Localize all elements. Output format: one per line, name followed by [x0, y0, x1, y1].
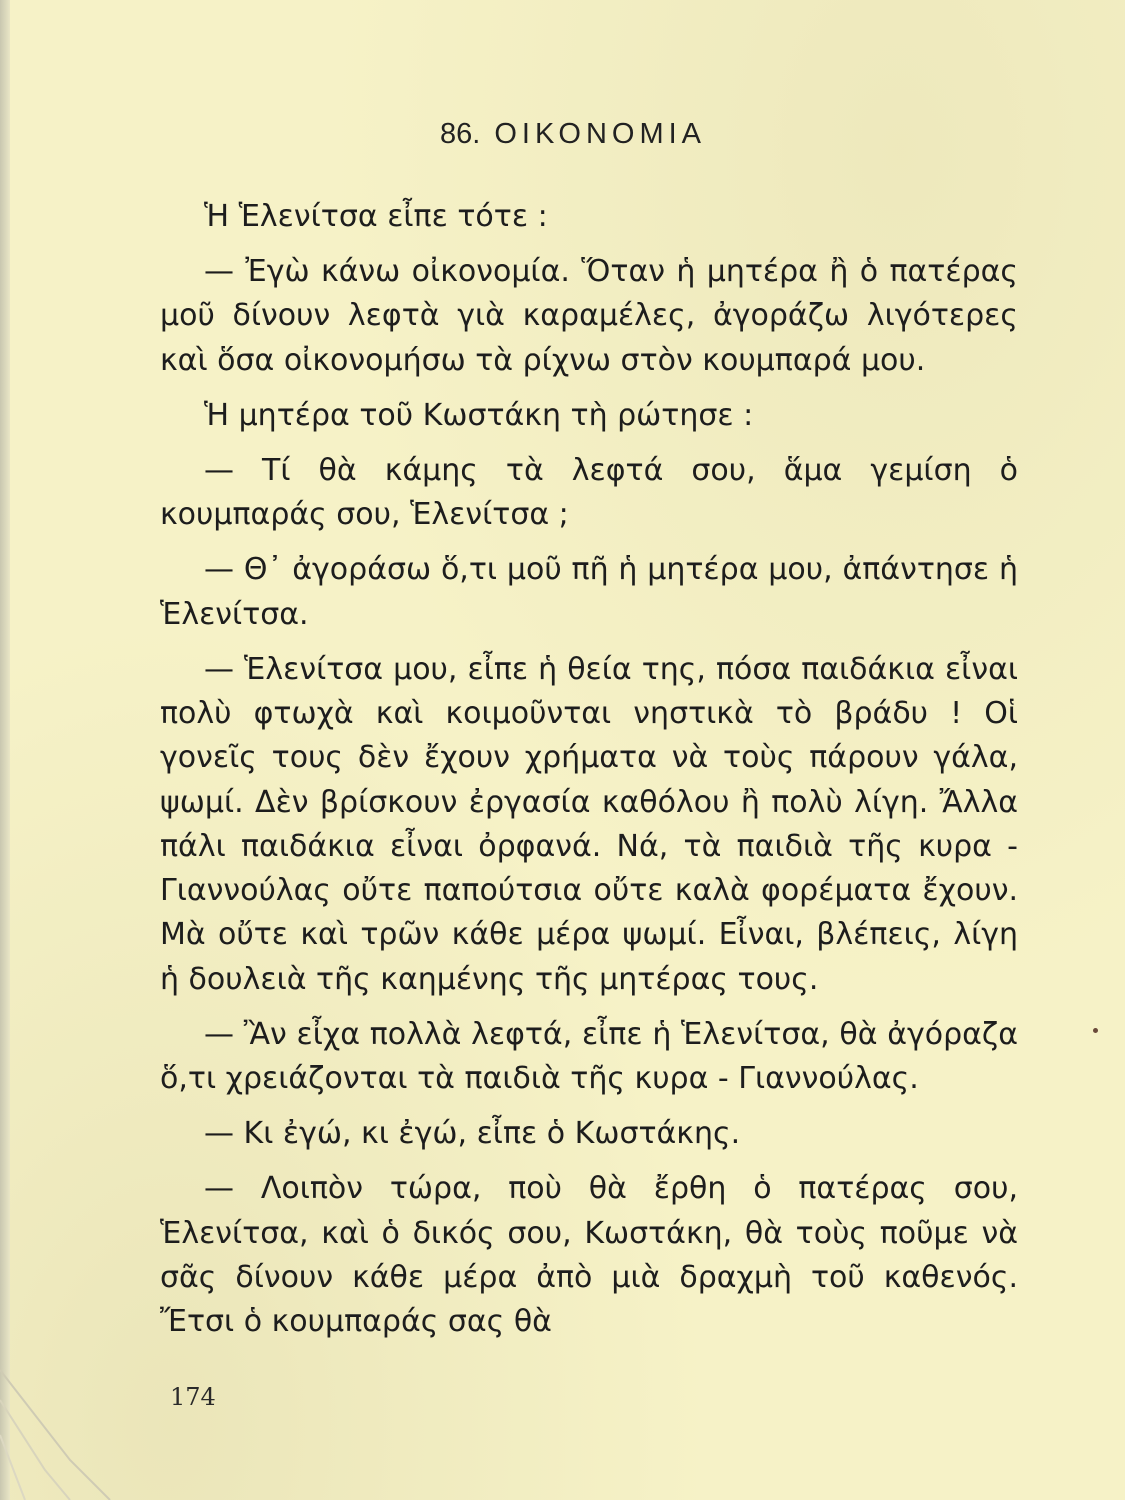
- paragraph: Ἡ μητέρα τοῦ Κωστάκη τὴ ρώτησε :: [204, 397, 754, 433]
- chapter-title: ΟΙΚΟΝΟΜΙΑ: [494, 118, 707, 150]
- paragraph: — Τί θὰ κάμης τὰ λεφτά σου, ἅμα γεμίση ὁ κουμπαράς σου, Ἑλενίτσα ;: [160, 452, 1018, 533]
- paragraph: — Θ᾽ ἀγοράσω ὅ,τι μοῦ πῆ ἡ μητέρα μου, ἀπάντησε ἡ Ἑλενίτσα.: [160, 552, 1018, 632]
- chapter-number: 86.: [440, 118, 481, 150]
- paragraph: — Κι ἐγώ, κι ἐγώ, εἶπε ὁ Κωστάκης.: [204, 1116, 741, 1152]
- story-text: [160, 195, 1018, 1355]
- paragraph: — Ἑλενίτσα μου, εἶπε ἡ θεία της, πόσα παιδάκια εἶναι πολὺ φτωχὰ καὶ κοιμοῦνται νηστικὰ τὸ βράδυ ! Οἱ γονεῖς τους δὲν ἔχουν χρήματα νὰ τοὺς πάρουν γάλα, ψωμί. Δὲν βρίσκουν ἐργασία καθόλου ἢ πολὺ λίγη. Ἄλλα πάλι παιδάκια εἶναι ὀρφανά. Νά, τὰ παιδιὰ τῆς κυρα - Γιαννούλας οὔτε παπούτσια οὔτε καλὰ φορέματα ἔχουν. Μὰ οὔτε καὶ τρῶν κάθε μέρα ψωμί. Εἶναι, βλέπεις, λίγη ἡ δουλειὰ τῆς καημένης τῆς μητέρας τους.: [160, 651, 1018, 997]
- corner-fold-lines: [0, 1360, 150, 1500]
- ink-speck: [1093, 1028, 1098, 1033]
- page-number: 174: [170, 1383, 216, 1411]
- paragraph: — Ἐγὼ κάνω οἰκονομία. Ὅταν ἡ μητέρα ἢ ὁ πατέρας μοῦ δίνουν λεφτὰ γιὰ καραμέλες, ἀγοράζω λιγότερες καὶ ὅσα οἰκονομήσω τὰ ρίχνω στὸν κουμπαρά μου.: [160, 254, 1018, 378]
- paragraph: Ἡ Ἑλενίτσα εἶπε τότε :: [204, 199, 548, 234]
- chapter-heading: [440, 118, 706, 151]
- paragraph: — Λοιπὸν τώρα, ποὺ θὰ ἔρθη ὁ πατέρας σου, Ἑλενίτσα, καὶ ὁ δικός σου, Κωστάκη, θὰ τοὺς ποῦμε νὰ σᾶς δίνουν κάθε μέρα ἀπὸ μιὰ δραχμὴ τοῦ καθενός. Ἔτσι ὁ κουμπαράς σας θὰ: [160, 1171, 1018, 1340]
- paragraph: — Ἂν εἶχα πολλὰ λεφτά, εἶπε ἡ Ἑλενίτσα, θὰ ἀγόραζα ὅ,τι χρειάζονται τὰ παιδιὰ τῆς κυρα - Γιαννούλας.: [160, 1016, 1018, 1097]
- page-binding-edge: [0, 0, 10, 1500]
